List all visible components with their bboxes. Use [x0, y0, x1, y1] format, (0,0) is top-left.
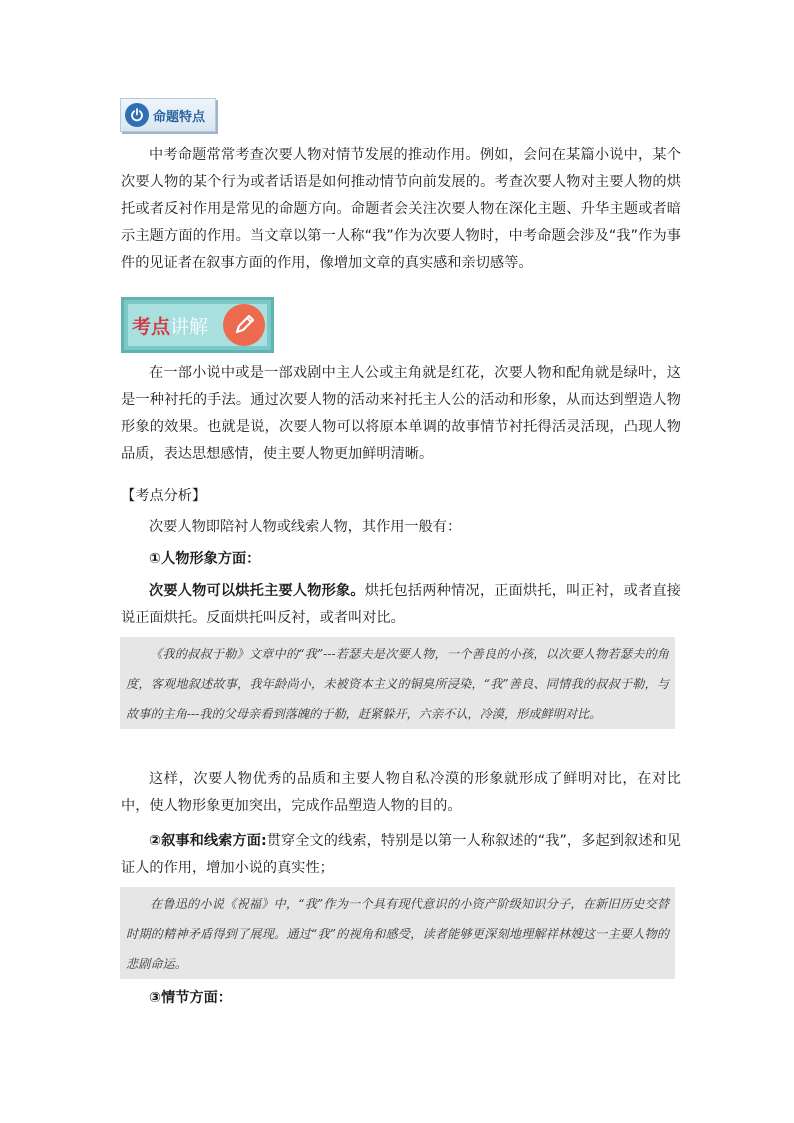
analysis-intro: 次要人物即陪衬人物或线索人物，其作用一般有：	[149, 519, 462, 535]
intro-paragraph: 中考命题常常考查次要人物对情节发展的推动作用。例如，会问在某篇小说中，某个次要人物的某个行为或者话语是如何推动情节向前发展的。考查次要人物对主要人物的烘托或者反衬作用是常见的命题方向。命题者会关注次要人物在深化主题、升华主题或者暗示主题方面的作用。当文章以第一人称“我”作为次要人物时，中考命题会涉及“我”作为事件的见证者在叙事方面的作用，像增加文章的真实感和亲切感等。	[121, 147, 681, 271]
section-badge-kaodian	[121, 297, 274, 353]
section2-body: 贯穿全文的线索，特别是以第一人称叙述的“我”，多起到叙述和见证人的作用，增加小说的真实性；	[121, 833, 681, 876]
badge-title-part2: 讲解	[170, 315, 209, 338]
power-icon	[125, 103, 149, 127]
badge-title-part1: 考点	[132, 315, 171, 338]
analysis-heading: 【考点分析】	[121, 488, 207, 504]
pencil-icon-svg	[231, 312, 257, 338]
badge-label: 命题特点	[153, 109, 206, 125]
section1-text	[121, 578, 681, 632]
section1-bold-lead: 次要人物可以烘托主要人物形象。	[149, 583, 365, 599]
explain-paragraph: 在一部小说中或是一部戏剧中主人公或主角就是红花，次要人物和配角就是绿叶，这是一种衬托的手法。通过次要人物的活动来衬托主人公的活动和形象，从而达到塑造人物形象的效果。也就是说，次要人物可以将原本单调的故事情节衬托得活灵活现，凸现人物品质，表达思想感情，使主要人物更加鲜明清晰。	[121, 365, 681, 462]
section1-quote: 《我的叔叔于勒》文章中的“我”---若瑟夫是次要人物，一个善良的小孩，以次要人物若瑟夫的角度，客观地叙述故事，我年龄尚小，未被资本主义的铜臭所浸染，“我”善良、同情我的叔叔于勒，与故事的主角---我的父母亲看到落魄的于勒，赶紧躲开，六亲不认，冷漠，形成鲜明对比。	[120, 637, 675, 729]
section2-heading: ②叙事和线索方面:	[149, 833, 267, 849]
section2-text	[121, 828, 681, 882]
pencil-icon	[223, 304, 265, 346]
section1-after: 这样，次要人物优秀的品质和主要人物自私冷漠的形象就形成了鲜明对比，在对比中，使人物形象更加突出，完成作品塑造人物的目的。	[121, 771, 681, 814]
power-icon-svg	[130, 108, 144, 122]
section3-heading: ③情节方面：	[149, 990, 232, 1006]
section1-body: 烘托包括两种情况，正面烘托，叫正衬，或者直接说正面烘托。反面烘托叫反衬，或者叫对比。	[121, 583, 681, 626]
badge-title	[132, 312, 208, 339]
section-badge-mingti	[120, 98, 216, 132]
section2-quote: 在鲁迅的小说《祝福》中，“我”作为一个具有现代意识的小资产阶级知识分子，在新旧历史交替时期的精神矛盾得到了展现。通过“我”的视角和感受，读者能够更深刻地理解祥林嫂这一主要人物的悲剧命运。	[120, 887, 675, 979]
section1-heading: ①人物形象方面：	[149, 551, 261, 567]
